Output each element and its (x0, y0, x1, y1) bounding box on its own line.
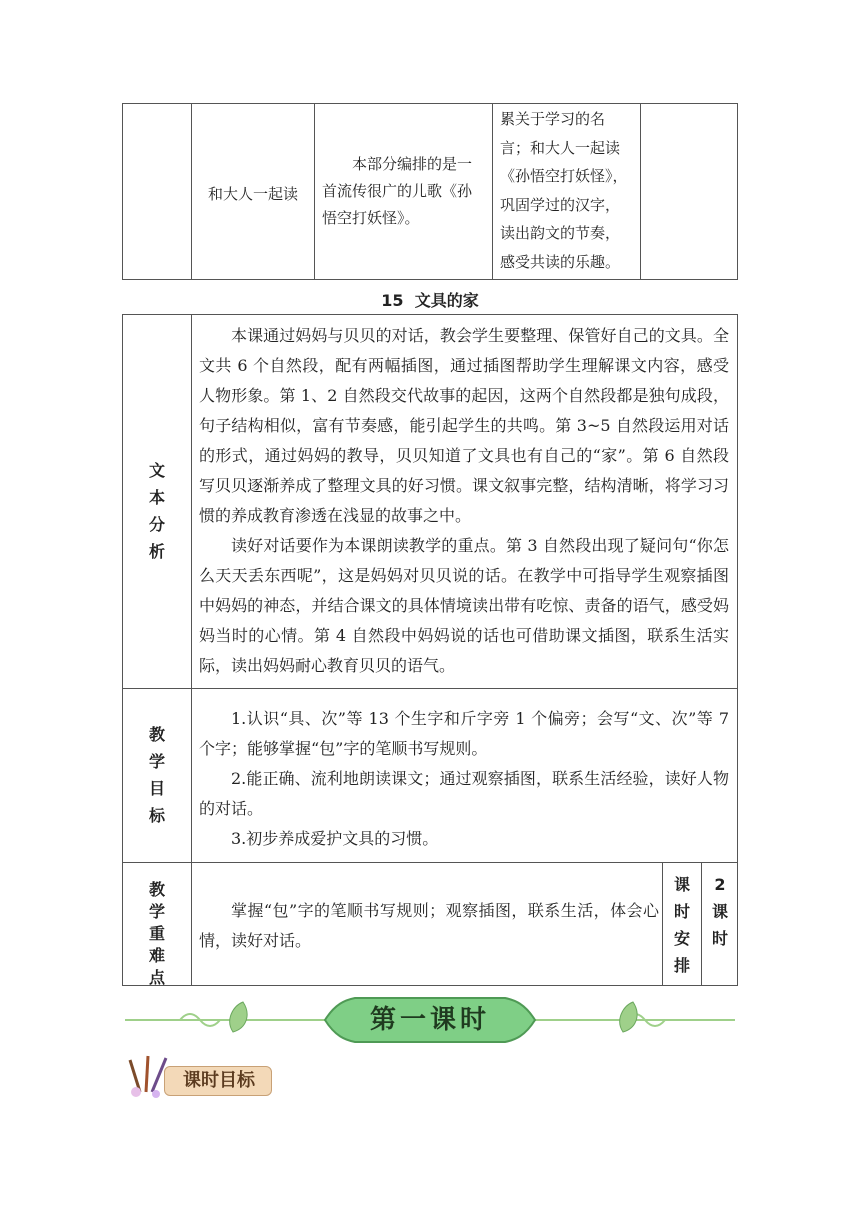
key-points-label: 教 学 重 难 点 (148, 880, 165, 987)
top-table-col4-line: 感受共读的乐趣。 (500, 252, 621, 271)
lesson-title: 15 文具的家 (381, 291, 479, 310)
leaf-icon (620, 1002, 637, 1032)
goal-item: 1.认识“具、次”等 13 个生字和斤字旁 1 个偏旁；会写“文、次”等 7 个字；能够掌握“包”字的笔顺书写规则。 (199, 709, 729, 758)
section-tag (126, 1052, 276, 1100)
goal-item: 3.初步养成爱护文具的习惯。 (231, 829, 439, 848)
banner-title: 第一课时 (369, 1005, 490, 1035)
teaching-goals-label: 教 学 目 标 (148, 725, 165, 825)
top-table-col4-line: 读出韵文的节奏， (500, 224, 621, 242)
schedule-label: 课 时 安 排 (673, 875, 690, 975)
text-analysis-paragraph: 读好对话要作为本课朗读教学的重点。第 3 自然段出现了疑问句“你怎么天天丢东西呢”，这是妈妈对贝贝说的话。在教学中可指导学生观察插图中妈妈的神态，并结合课文的具体情境读出带有吃惊、责备的语气，感受妈妈当时的心情。第 4 自然段中妈妈说的话也可借助课文插图，联系生活实际，读出妈妈耐心教育贝贝的语气。 (199, 536, 729, 675)
lesson-banner (125, 992, 735, 1048)
key-points-text: 掌握“包”字的笔顺书写规则；观察插图，联系生活，体会心情，读好对话。 (199, 901, 659, 950)
top-table (122, 103, 738, 280)
top-table-col4-line: 累关于学习的名 (500, 110, 606, 128)
top-table-col4 (500, 105, 640, 276)
lesson-table (122, 314, 738, 986)
text-analysis-body (199, 321, 729, 681)
text-analysis-paragraph: 本课通过妈妈与贝贝的对话，教会学生要整理、保管好自己的文具。全文共 6 个自然段，配有两幅插图，通过插图帮助学生理解课文内容，感受人物形象。第 1、2 自然段交代故事的起因，这两个自然段都是独句成段，句子结构相似，富有节奏感，能引起学生的共鸣。第 3~5 自然段运用对话的形式，通过妈妈的教导，贝贝知道了文具也有自己的“家”。第 6 自然段写贝贝逐渐养成了整理文具的好习惯。课文叙事完整，结构清晰，将学习习惯的养成教育渗透在浅显的故事之中。 (199, 326, 729, 525)
goal-item: 2.能正确、流利地朗读课文；通过观察插图，联系生活经验，读好人物的对话。 (199, 769, 729, 818)
leaf-icon (230, 1002, 247, 1032)
top-table-col4-line: 巩固学过的汉字， (500, 195, 621, 214)
top-table-col4-line: 言；和大人一起读 (500, 138, 621, 157)
top-table-col3: 本部分编排的是一首流传很广的儿歌《孙悟空打妖怪》。 (322, 155, 473, 227)
section-tag-label: 课时目标 (183, 1070, 255, 1091)
text-analysis-label: 文 本 分 析 (148, 461, 165, 561)
top-table-col4-line: 《孙悟空打妖怪》， (500, 167, 628, 185)
schedule-value: 2 课 时 (711, 875, 728, 948)
key-points-body (199, 896, 659, 956)
top-table-col2: 和大人一起读 (207, 185, 298, 203)
teaching-goals-body (199, 704, 729, 854)
